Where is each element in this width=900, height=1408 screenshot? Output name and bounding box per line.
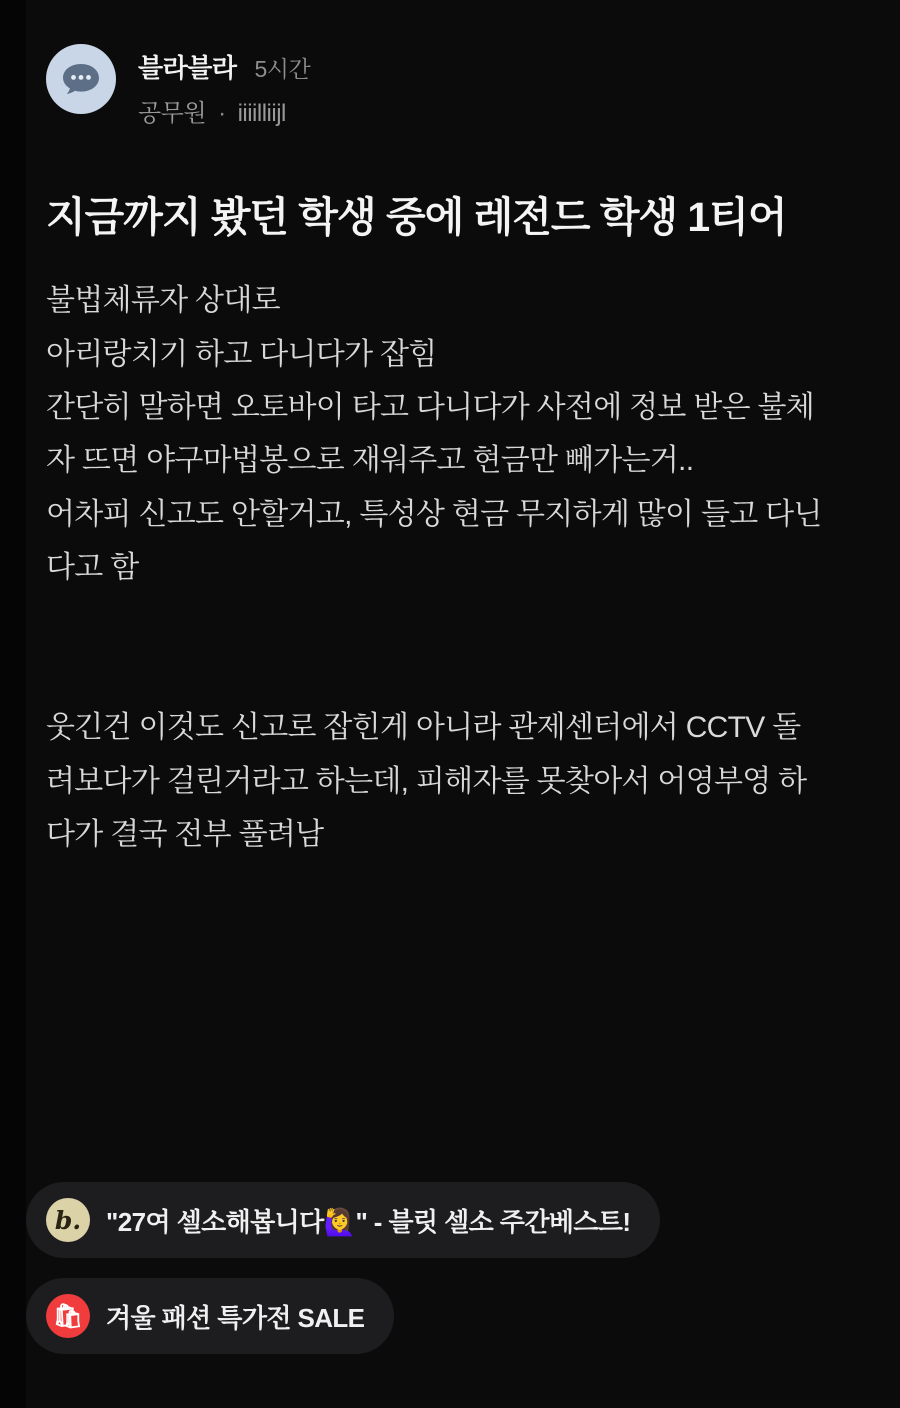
post-header-text bbox=[138, 44, 310, 128]
promo-banner-list bbox=[26, 1182, 874, 1374]
post-header bbox=[26, 0, 900, 128]
promo-row-2 bbox=[26, 1278, 874, 1374]
shopping-bag-icon: 🛍 bbox=[46, 1294, 90, 1338]
promo-label-bullet: "27여 셀소해봅니다🙋‍♀️" - 블릿 셀소 주간베스트! bbox=[106, 1206, 631, 1237]
meta-separator: · bbox=[218, 100, 226, 127]
post-body: 불법체류자 상대로 아리랑치기 하고 다니다가 잡힘 간단히 말하면 오토바이 타고 다니다가 사전에 정보 받은 불체자 뜨면 야구마법봉으로 재워주고 현금만 빼가는거.. 어차피 신고도 안할거고, 특성상 현금 무지하게 많이 들고 다닌다고 함 웃긴건 이것도 신고로 잡힌게 아니라 관제센터에서 CCTV 돌려보다가 걸린거라고 하는데, 피해자를 못찾아서 어영부영 하다가 결국 전부 풀려남 bbox=[46, 284, 822, 852]
post-board[interactable]: iiiilliijl bbox=[237, 100, 286, 127]
promo-label-sale: 겨울 패션 특가전 SALE bbox=[106, 1302, 365, 1333]
bullet-logo-icon: b. bbox=[46, 1198, 90, 1242]
post-meta-row bbox=[138, 93, 310, 128]
avatar[interactable] bbox=[46, 44, 116, 114]
post-time: 5시간 bbox=[254, 56, 311, 82]
promo-banner-sale[interactable] bbox=[26, 1278, 394, 1354]
author-name[interactable]: 블라블라 bbox=[138, 53, 237, 83]
promo-banner-bullet[interactable] bbox=[26, 1182, 660, 1258]
speech-bubble-icon bbox=[61, 62, 101, 96]
promo-row-1 bbox=[26, 1182, 874, 1278]
page-title: 지금까지 봤던 학생 중에 레전드 학생 1티어 bbox=[46, 194, 787, 240]
post-category[interactable]: 공무원 bbox=[138, 100, 207, 127]
left-edge-rail bbox=[0, 0, 26, 1408]
author-row bbox=[138, 48, 310, 85]
